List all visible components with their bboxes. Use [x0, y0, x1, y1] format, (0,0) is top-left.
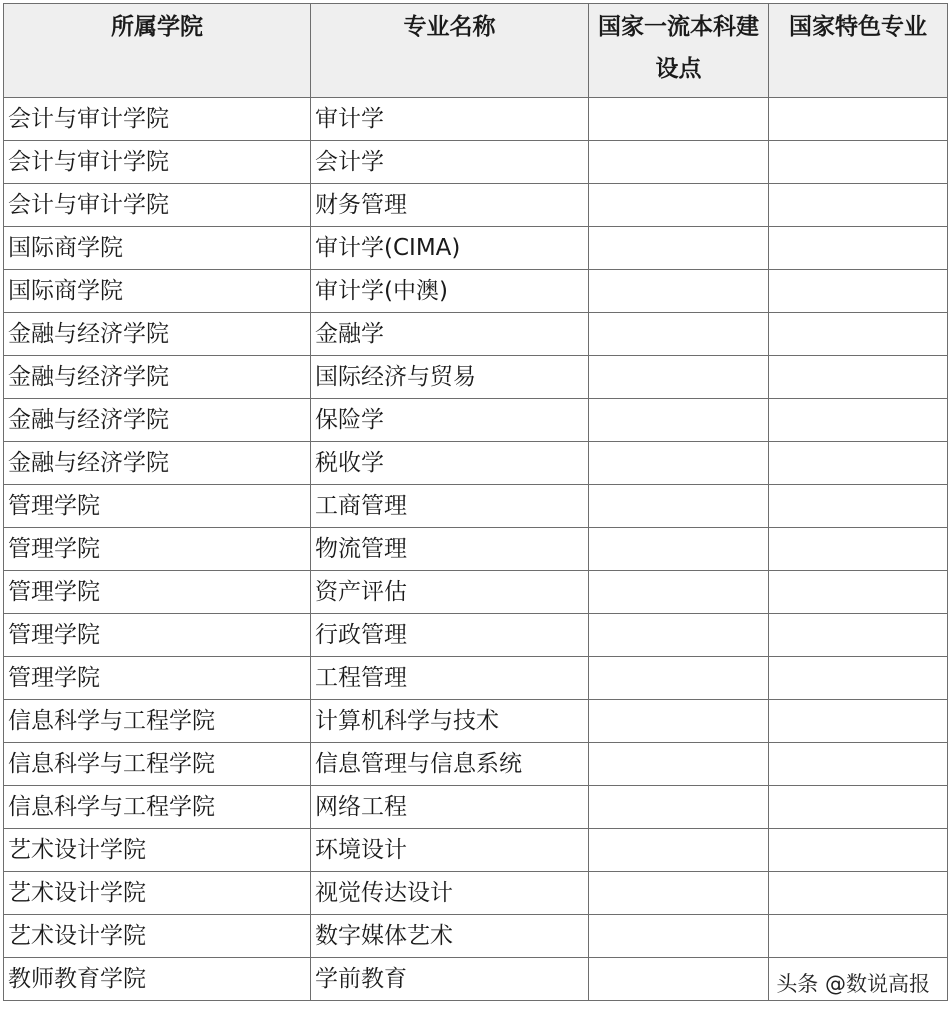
- table-row: [4, 356, 948, 399]
- cell-major: 视觉传达设计: [311, 872, 589, 915]
- cell-major: 财务管理: [311, 184, 589, 227]
- cell-featured: [769, 700, 948, 743]
- cell-first-class: [589, 958, 769, 1001]
- cell-first-class: [589, 184, 769, 227]
- cell-featured: [769, 872, 948, 915]
- cell-major: 工商管理: [311, 485, 589, 528]
- cell-first-class: [589, 399, 769, 442]
- cell-featured: [769, 399, 948, 442]
- cell-college: 艺术设计学院: [4, 915, 311, 958]
- cell-first-class: [589, 98, 769, 141]
- table-row: [4, 313, 948, 356]
- cell-college: 会计与审计学院: [4, 184, 311, 227]
- header-row: [4, 4, 948, 98]
- cell-major: 行政管理: [311, 614, 589, 657]
- table-row: [4, 614, 948, 657]
- cell-first-class: [589, 356, 769, 399]
- cell-college: 管理学院: [4, 571, 311, 614]
- cell-featured: [769, 184, 948, 227]
- cell-first-class: [589, 270, 769, 313]
- table-row: [4, 227, 948, 270]
- header-first-class: 国家一流本科建设点: [589, 4, 769, 98]
- watermark: 头条 @数说高报: [776, 972, 930, 996]
- table-row: [4, 571, 948, 614]
- cell-featured: [769, 829, 948, 872]
- cell-featured: [769, 528, 948, 571]
- cell-featured: [769, 313, 948, 356]
- cell-first-class: [589, 700, 769, 743]
- header-major: 专业名称: [311, 4, 589, 98]
- cell-first-class: [589, 743, 769, 786]
- table-row: [4, 829, 948, 872]
- cell-featured: [769, 141, 948, 184]
- cell-college: 管理学院: [4, 614, 311, 657]
- cell-featured: [769, 571, 948, 614]
- table-row: [4, 743, 948, 786]
- cell-first-class: [589, 442, 769, 485]
- cell-first-class: [589, 528, 769, 571]
- table-row: [4, 872, 948, 915]
- cell-major: 数字媒体艺术: [311, 915, 589, 958]
- cell-college: 教师教育学院: [4, 958, 311, 1001]
- cell-featured: [769, 786, 948, 829]
- cell-first-class: [589, 571, 769, 614]
- cell-major: 会计学: [311, 141, 589, 184]
- table-row: [4, 141, 948, 184]
- cell-first-class: [589, 872, 769, 915]
- cell-major: 审计学(中澳): [311, 270, 589, 313]
- cell-major: 保险学: [311, 399, 589, 442]
- cell-first-class: [589, 614, 769, 657]
- cell-first-class: [589, 786, 769, 829]
- cell-college: 会计与审计学院: [4, 98, 311, 141]
- cell-featured: [769, 743, 948, 786]
- cell-first-class: [589, 485, 769, 528]
- cell-featured: [769, 657, 948, 700]
- table-row: [4, 528, 948, 571]
- cell-featured: [769, 614, 948, 657]
- cell-college: 金融与经济学院: [4, 356, 311, 399]
- cell-college: 信息科学与工程学院: [4, 786, 311, 829]
- cell-college: 信息科学与工程学院: [4, 700, 311, 743]
- cell-college: 金融与经济学院: [4, 399, 311, 442]
- table-row: [4, 98, 948, 141]
- cell-featured: [769, 270, 948, 313]
- cell-major: 资产评估: [311, 571, 589, 614]
- cell-college: 管理学院: [4, 657, 311, 700]
- cell-college: 金融与经济学院: [4, 442, 311, 485]
- cell-featured: [769, 442, 948, 485]
- table-row: [4, 270, 948, 313]
- cell-major: 审计学(CIMA): [311, 227, 589, 270]
- cell-college: 艺术设计学院: [4, 829, 311, 872]
- cell-featured: [769, 915, 948, 958]
- cell-first-class: [589, 313, 769, 356]
- cell-college: 会计与审计学院: [4, 141, 311, 184]
- table-row: [4, 442, 948, 485]
- cell-featured: [769, 356, 948, 399]
- cell-college: 国际商学院: [4, 227, 311, 270]
- cell-first-class: [589, 915, 769, 958]
- cell-first-class: [589, 227, 769, 270]
- cell-major: 计算机科学与技术: [311, 700, 589, 743]
- cell-major: 国际经济与贸易: [311, 356, 589, 399]
- cell-major: 金融学: [311, 313, 589, 356]
- table-row: [4, 485, 948, 528]
- table-row: [4, 184, 948, 227]
- table-row: [4, 657, 948, 700]
- cell-major: 网络工程: [311, 786, 589, 829]
- table-row: [4, 700, 948, 743]
- cell-featured: [769, 227, 948, 270]
- cell-major: 税收学: [311, 442, 589, 485]
- cell-featured: [769, 98, 948, 141]
- cell-college: 金融与经济学院: [4, 313, 311, 356]
- header-college: 所属学院: [4, 4, 311, 98]
- majors-table: [3, 3, 948, 1001]
- cell-major: 学前教育: [311, 958, 589, 1001]
- cell-first-class: [589, 829, 769, 872]
- table-row: [4, 915, 948, 958]
- cell-first-class: [589, 657, 769, 700]
- table-body: [4, 98, 948, 1001]
- cell-major: 物流管理: [311, 528, 589, 571]
- cell-major: 审计学: [311, 98, 589, 141]
- cell-college: 信息科学与工程学院: [4, 743, 311, 786]
- cell-major: 环境设计: [311, 829, 589, 872]
- cell-major: 信息管理与信息系统: [311, 743, 589, 786]
- cell-college: 艺术设计学院: [4, 872, 311, 915]
- cell-featured: [769, 485, 948, 528]
- cell-college: 管理学院: [4, 485, 311, 528]
- cell-college: 管理学院: [4, 528, 311, 571]
- cell-first-class: [589, 141, 769, 184]
- cell-major: 工程管理: [311, 657, 589, 700]
- header-featured: 国家特色专业: [769, 4, 948, 98]
- table-row: [4, 399, 948, 442]
- cell-college: 国际商学院: [4, 270, 311, 313]
- table-row: [4, 786, 948, 829]
